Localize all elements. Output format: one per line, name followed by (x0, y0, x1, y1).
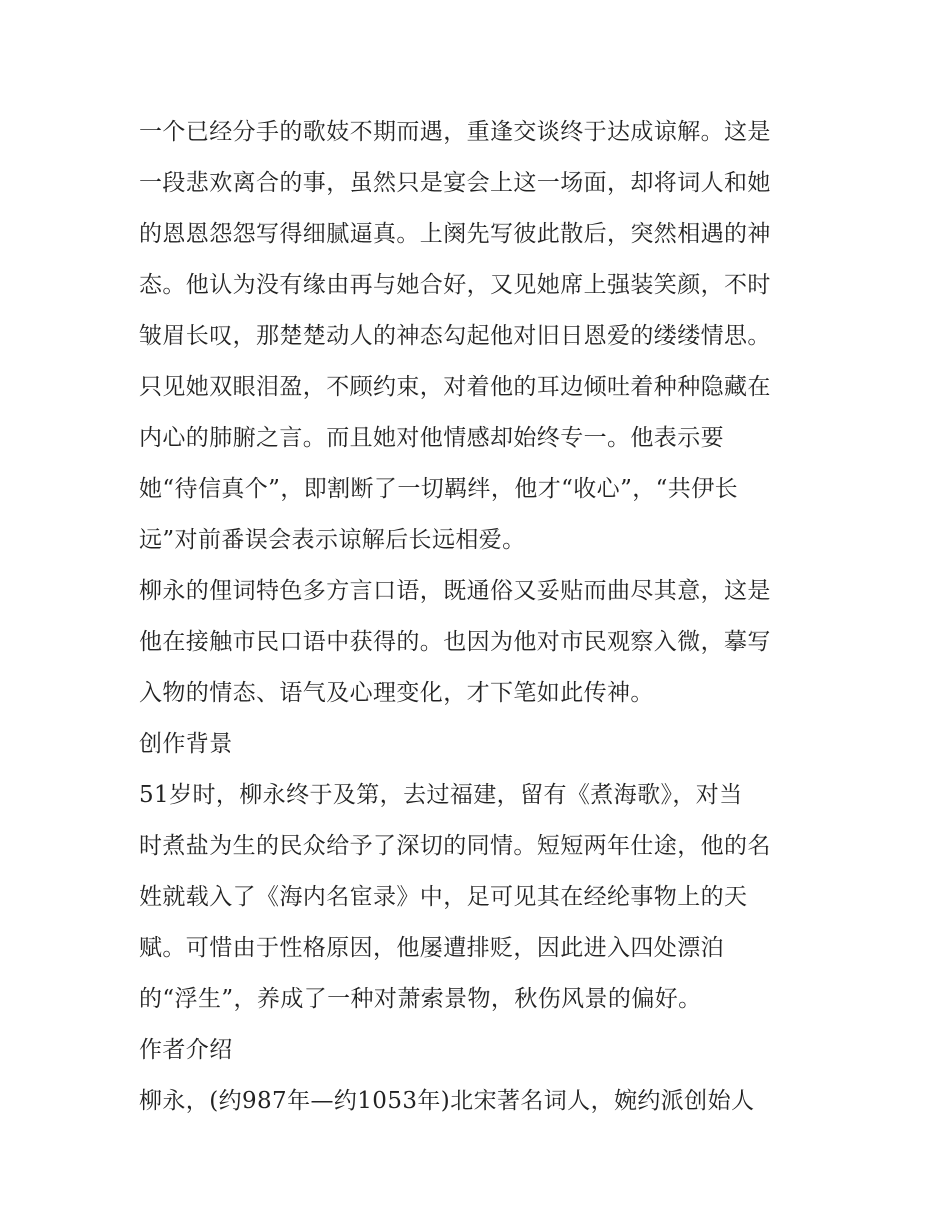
text-line: 姓就载入了《海内名宦录》中，足可见其在经纶事物上的天 (139, 884, 748, 910)
text-line: 51岁时，柳永终于及第，去过福建，留有《煮海歌》，对当 (139, 782, 743, 808)
text-line: 入物的情态、语气及心理变化，才下笔如此传神。 (139, 680, 654, 706)
text-line: 态。他认为没有缘由再与她合好，又见她席上强装笑颜，不时 (139, 272, 771, 298)
text-line: 的恩恩怨怨写得细腻逼真。上阕先写彼此散后，突然相遇的神 (139, 221, 771, 247)
text-line: 赋。可惜由于性格原因，他屡遭排贬，因此进入四处漂泊 (139, 935, 724, 961)
text-line: 皱眉长叹，那楚楚动人的神态勾起他对旧日恩爱的缕缕情思。 (139, 323, 771, 349)
document-body (139, 107, 819, 1127)
text-line: 一段悲欢离合的事，虽然只是宴会上这一场面，却将词人和她 (139, 170, 771, 196)
text-line: 一个已经分手的歌妓不期而遇，重逢交谈终于达成谅解。这是 (139, 119, 771, 145)
text-line: 他在接触市民口语中获得的。也因为他对市民观察入微，摹写 (139, 629, 771, 655)
text-line: 柳永的俚词特色多方言口语，既通俗又妥贴而曲尽其意，这是 (139, 578, 771, 604)
section-heading-creation-background: 创作背景 (139, 731, 233, 757)
text-line: 内心的肺腑之言。而且她对他情感却始终专一。他表示要 (139, 425, 724, 451)
text-line: 的“浮生”，养成了一种对萧索景物，秋伤风景的偏好。 (139, 986, 702, 1012)
text-line: 她“待信真个”，即割断了一切羁绊，他才“收心”，“共伊长 (139, 476, 738, 502)
text-line: 只见她双眼泪盈，不顾约束，对着他的耳边倾吐着种种隐藏在 (139, 374, 771, 400)
section-heading-author-intro: 作者介绍 (139, 1037, 233, 1063)
text-line: 远”对前番误会表示谅解后长远相爱。 (139, 527, 526, 553)
text-line: 柳永，(约987年—约1053年)北宋著名词人，婉约派创始人 (139, 1088, 755, 1114)
text-line: 时煮盐为生的民众给予了深切的同情。短短两年仕途，他的名 (139, 833, 771, 859)
